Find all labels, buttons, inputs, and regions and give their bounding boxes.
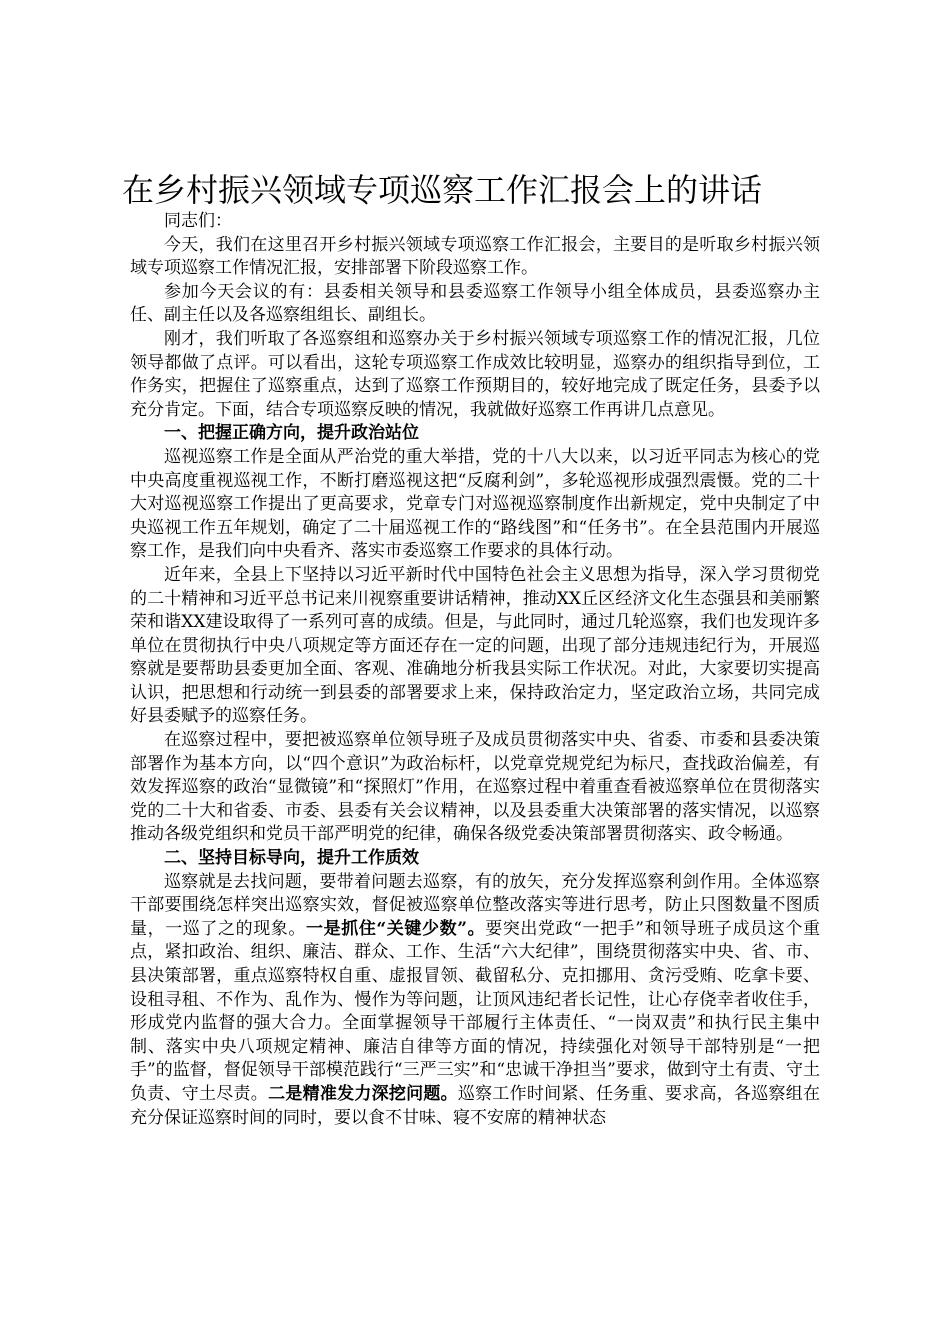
paragraph-2: 参加今天会议的有：县委相关领导和县委巡察工作领导小组全体成员，县委巡察办主任、副主任以及各巡察组组长、副组长。 (130, 281, 820, 326)
paragraph-7-text-a: 巡察就是去找问题，要带着问题去巡察，有的放矢，充分发挥巡察利剑作用。全体巡察干部要围绕怎样突出巡察实效，督促被巡察单位整改落实等进行思考，防止只图数量不图质量，一巡了之的现象。 (130, 871, 820, 939)
document-title: 在乡村振兴领域专项巡察工作汇报会上的讲话 (122, 171, 763, 209)
paragraph-7-bold-point-2: 二是精准发力深挖问题。 (268, 1083, 458, 1104)
paragraph-4: 巡视巡察工作是全面从严治党的重大举措，党的十八大以来，以习近平同志为核心的党中央高度重视巡视工作，不断打磨巡视这把“反腐利剑”，多轮巡视形成强烈震慑。党的二十大对巡视巡察工作提出了更高要求，党章专门对巡视巡察制度作出新规定，党中央制定了中央巡视工作五年规划，确定了二十届巡视工作的“路线图”和“任务书”。在全县范围内开展巡察工作，是我们向中央看齐、落实市委巡察工作要求的具体行动。 (130, 446, 820, 562)
salutation: 同志们： (164, 211, 232, 231)
paragraph-6: 在巡察过程中，要把被巡察单位领导班子及成员贯彻落实中央、省委、市委和县委决策部署作为基本方向，以“四个意识”为政治标杆，以党章党规党纪为标尺，查找政治偏差，有效发挥巡察的政治“显微镜”和“探照灯”作用，在巡察过程中着重查看被巡察单位在贯彻落实党的二十大和省委、市委、县委有关会议精神，以及县委重大决策部署的落实情况，以巡察推动各级党组织和党员干部严明党的纪律，确保各级党委决策部署贯彻落实、政令畅通。 (130, 730, 820, 845)
section-heading-1: 一、把握正确方向，提升政治站位 (164, 423, 419, 444)
document-page (122, 170, 821, 1130)
paragraph-7-text-e: 巡察工作时间紧、任务重、要求高，各巡察组在充分保证巡察时间的同时，要以食不甘味、寝不安席的精神状态 (130, 1083, 821, 1128)
paragraph-7 (130, 871, 820, 1131)
paragraph-5: 近年来，全县上下坚持以习近平新时代中国特色社会主义思想为指导，深入学习贯彻党的二十精神和习近平总书记来川视察重要讲话精神，推动XX丘区经济文化生态强县和美丽繁荣和谐XX建设取得了一系列可喜的成绩。但是，与此同时，通过几轮巡察，我们也发现许多单位在贯彻执行中央八项规定等方面还存在一定的问题，出现了部分违规违纪行为，开展巡察就是要帮助县委更加全面、客观、准确地分析我县实际工作状况。对此，大家要切实提高认识，把思想和行动统一到县委的部署要求上来，保持政治定力，坚定政治立场，共同完成好县委赋予的巡察任务。 (130, 564, 820, 727)
paragraph-3: 刚才，我们听取了各巡察组和巡察办关于乡村振兴领域专项巡察工作的情况汇报，几位领导都做了点评。可以看出，这轮专项巡察工作成效比较明显，巡察办的组织指导到位，工作务实，把握住了巡察重点，达到了巡察工作预期目的，较好地完成了既定任务，县委予以充分肯定。下面，结合专项巡察反映的情况，我就做好巡察工作再讲几点意见。 (130, 328, 820, 420)
paragraph-7-text-c: 要突出党政“一把手”和领导班子成员这个重点，紧扣政治、组织、廉洁、群众、工作、生活“六大纪律”，围绕贯彻落实中央、省、市、县决策部署，重点巡察特权自重、虚报冒领、截留私分、克扣挪用、贪污受贿、吃拿卡要、设租寻租、不作为、乱作为、慢作为等问题，让顶风违纪者长记性，让心存侥幸者收住手，形成党内监督的强大合力。全面掌握领导干部履行主体责任、“一岗双责”和执行民主集中制、落实中央八项规定精神、廉洁自律等方面的情况，持续强化对领导干部特别是“一把手”的监督，督促领导干部模范践行“三严三实”和“忠诚干净担当”要求，做到守土有责、守土负责、守土尽责。 (130, 918, 820, 1104)
paragraph-7-bold-point-1: 一是抓住“关键少数”。 (306, 918, 486, 939)
section-heading-2: 二、坚持目标导向，提升工作质效 (164, 848, 419, 869)
paragraph-1: 今天，我们在这里召开乡村振兴领域专项巡察工作汇报会，主要目的是听取乡村振兴领域专项巡察工作情况汇报，安排部署下阶段巡察工作。 (130, 234, 820, 279)
